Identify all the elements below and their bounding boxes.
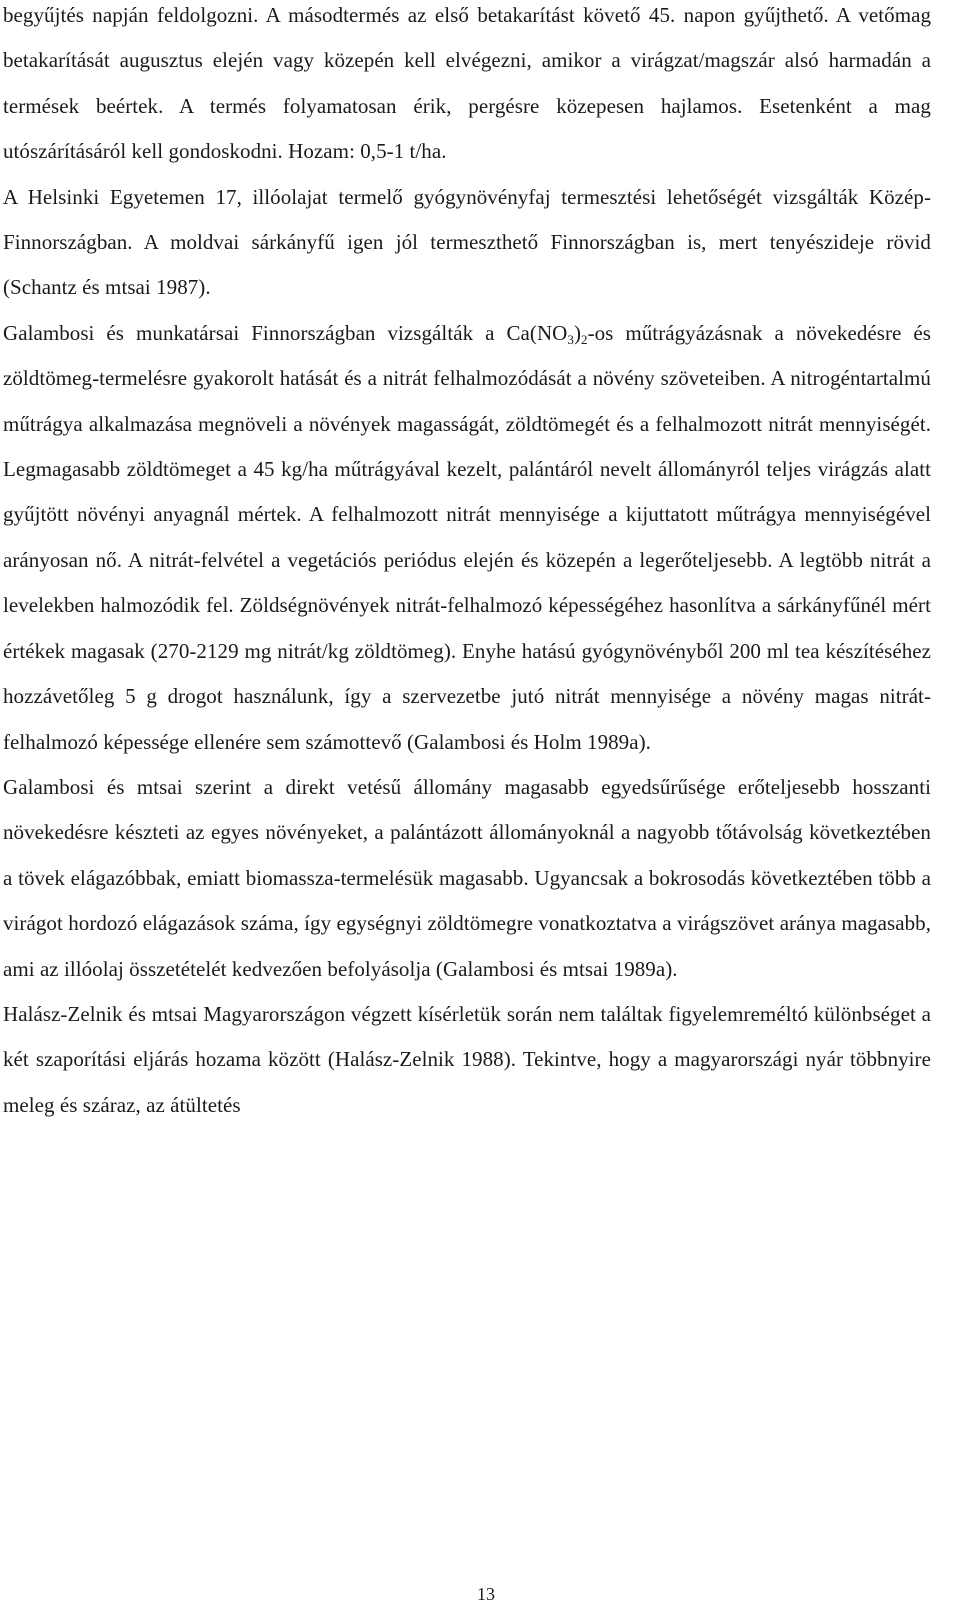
text-line: Galambosi és mtsai szerint a direkt vetésű állomány magasabb egyedsűrűsége (3, 774, 726, 799)
text-line: érik, pergésre közepesen hajlamos. Esetenként a mag utószárításáról kell gondoskodni. (3, 93, 931, 164)
text-fragment: Galambosi és munkatársai Finnországban vizsgálták a Ca(NO (3, 320, 568, 345)
text-line: erőteljesebb hosszanti növekedésre készteti az egyes növényeket, a palántázott (3, 774, 931, 845)
text-line: állományoknál a nagyobb tőtávolság következtében a tövek elágazóbbak, emiatt (3, 820, 931, 890)
subscript: 3 (567, 331, 574, 347)
text-line: növekedésre és zöldtömeg-termelésre gyakorolt hatását és a nitrát felhalmozódását a (3, 320, 931, 391)
text-line: amikor a virágzat/magszár alsó harmadán a termések beértek. A termés folyamatosan (3, 48, 932, 118)
text-line: fel. Zöldségnövények nitrát-felhalmozó képességéhez hasonlítva a sárkányfűnél mért (206, 593, 931, 618)
text-line: zöldtömeget a 45 kg/ha műtrágyával kezelt, palántáról nevelt állományról teljes (126, 457, 812, 482)
text-line: Halász-Zelnik és mtsai Magyarországon végzett kísérletük során nem találtak (3, 1001, 663, 1026)
text-line: Hozam: 0,5-1 t/ha. (288, 139, 447, 164)
text-line: virágzás alatt gyűjtött növényi anyagnál mértek. A felhalmozott nitrát mennyisége a (3, 457, 931, 527)
text-line: 1988). Tekintve, hogy a magyarországi nyár többnyire meleg és száraz, az átültetés (3, 1047, 931, 1117)
text-line: mtsai 1989a). (562, 956, 678, 981)
text-line: begyűjtés napján feldolgozni. A másodtermés az első betakarítást követő 45. napon (3, 3, 736, 27)
text-fragment: -os műtrágyázásnak a (587, 320, 784, 345)
text-line: gyűjthető. A vetőmag betakarítását augusztus elején vagy közepén kell elvégezni, (3, 3, 931, 73)
text-line: biomassza-termelésük magasabb. Ugyancsak a bokrosodás következtében több a virágot (3, 865, 931, 936)
text-line: aránya magasabb, ami az illóolaj összetételét kedvezően befolyásolja (Galambosi és (3, 911, 931, 981)
text-line: magasságát, zöldtömegét és a felhalmozott nitrát mennyiségét. Legmagasabb (3, 411, 932, 482)
text-line: 200 ml tea készítéséhez hozzávetőleg 5 g drogot használunk, így a szervezetbe jutó (3, 638, 931, 709)
paragraph-harvest (3, 0, 931, 175)
paragraph-hungary (3, 992, 931, 1128)
text-line: értékek magasak (270-2129 mg nitrát/kg zöldtömeg). Enyhe hatású gyógynövényből (3, 638, 724, 663)
document-page (3, 0, 931, 1128)
text-line: (Galambosi és Holm 1989a). (407, 729, 651, 754)
text-line: hordozó elágazások száma, így egységnyi zöldtömegre vonatkoztatva a virágszövet (68, 911, 775, 936)
text-line: figyelemreméltó különbséget a két szaporítási eljárás hozama között (Halász-Zelnik (3, 1001, 932, 1072)
text-fragment: ) (573, 320, 581, 345)
text-line: nitrát mennyisége a növény magas nitrát-felhalmozó képessége ellenére sem számottevő (3, 684, 931, 754)
page-number: 13 (477, 1584, 495, 1604)
text-line: A Helsinki Egyetemen 17, illóolajat termelő gyógynövényfaj termesztési lehetőségét (3, 184, 762, 209)
subscript: 2 (581, 331, 588, 347)
paragraph-density (3, 765, 931, 992)
text-line: periódus elején és közepén a legerőteljesebb. A legtöbb nitrát a levelekben halmozódik (3, 547, 931, 618)
text-line: kijuttatott műtrágya mennyiségével arányosan nő. A nitrát-felvétel a vegetációs (3, 502, 931, 572)
text-line: Finnországban is, mert tenyészideje rövid (Schantz és mtsai 1987). (3, 230, 931, 300)
text-line: növény szöveteiben. A nitrogéntartalmú műtrágya alkalmazása megnöveli a növények (3, 366, 931, 436)
paragraph-helsinki (3, 175, 931, 311)
text-line: vizsgálták Közép-Finnországban. A moldvai sárkányfű igen jól termeszthető (3, 184, 931, 255)
paragraph-nitrate (3, 311, 931, 765)
